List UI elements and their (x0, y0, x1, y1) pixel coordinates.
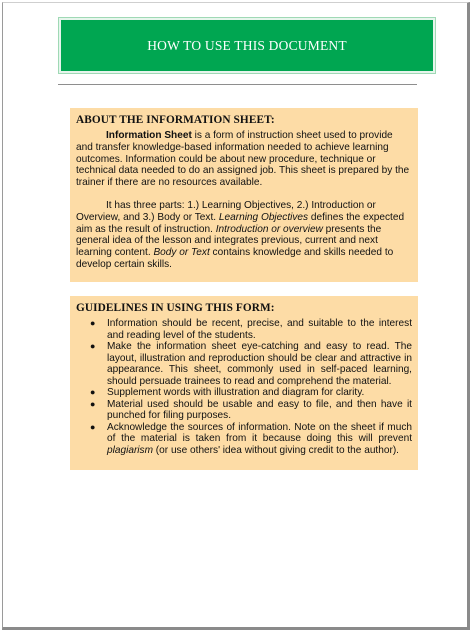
about-p2-t2: defines the expected aim as the result of instruction. (76, 211, 405, 235)
about-p2-t3: presents the general idea of the lesson and integrates previous, current and next learning content. (76, 223, 382, 259)
list-item (90, 318, 412, 341)
header-banner (58, 17, 436, 74)
list-item-text: Supplement words with illustration and diagram for clarity. (107, 387, 365, 398)
list-item-text-tail: (or use others' idea without giving credit to the author). (153, 444, 399, 456)
plagiarism-term: plagiarism (107, 444, 153, 456)
learning-objectives-term: Learning Objectives (218, 211, 309, 223)
list-item-text: Acknowledge the sources of information. Note on the sheet if much of the material is taken from it because doing this will prevent (107, 421, 412, 444)
list-item (90, 387, 412, 399)
guidelines-list (90, 318, 412, 456)
list-item (90, 341, 412, 387)
about-p2-t4: contains knowledge and skills needed to develop certain skills. (76, 247, 394, 270)
list-item (90, 422, 412, 457)
header-divider (58, 84, 417, 85)
about-paragraph-2 (76, 200, 412, 271)
list-item-text: Information should be recent, precise, and suitable to the interest and reading level of the students. (107, 318, 412, 341)
bullet-icon: ● (90, 341, 96, 351)
bullet-icon: ● (90, 387, 96, 397)
about-paragraph-1 (76, 130, 412, 189)
bullet-icon: ● (90, 318, 96, 328)
body-or-text-term: Body or Text (153, 247, 210, 259)
bullet-icon: ● (90, 421, 96, 432)
about-information-sheet-panel (70, 108, 418, 282)
guidelines-heading: GUIDELINES IN USING THIS FORM: (76, 302, 275, 314)
list-item-text: Material used should be usable and easy to file, and then have it punched for filing purposes. (107, 398, 412, 421)
list-item (90, 399, 412, 422)
document-title: HOW TO USE THIS DOCUMENT (147, 37, 347, 53)
about-heading: ABOUT THE INFORMATION SHEET: (76, 114, 275, 126)
information-sheet-term: Information Sheet (106, 130, 192, 141)
about-p2-t1: It has three parts: 1.) Learning Objectives, 2.) Introduction or Overview, and 3.) Body or Text. (76, 199, 376, 223)
list-item-text: Make the information sheet eye-catching and easy to read. The layout, illustration and reproduction should be clear and attractive in appearance. This sheet, commonly used in self-paced learning, should persuade trainees to read and comprehend the material. (107, 341, 412, 387)
introduction-term: Introduction or overview (215, 223, 323, 235)
guidelines-panel (70, 296, 418, 470)
about-p1-text: is a form of instruction sheet used to provide and transfer knowledge-based information needed to achieve learning outcomes. Information could be about new procedure, technique or technical data needed to do an assigned job. This sheet is prepared by the trainer if there are no resources available. (76, 130, 410, 189)
bullet-icon: ● (90, 398, 96, 409)
